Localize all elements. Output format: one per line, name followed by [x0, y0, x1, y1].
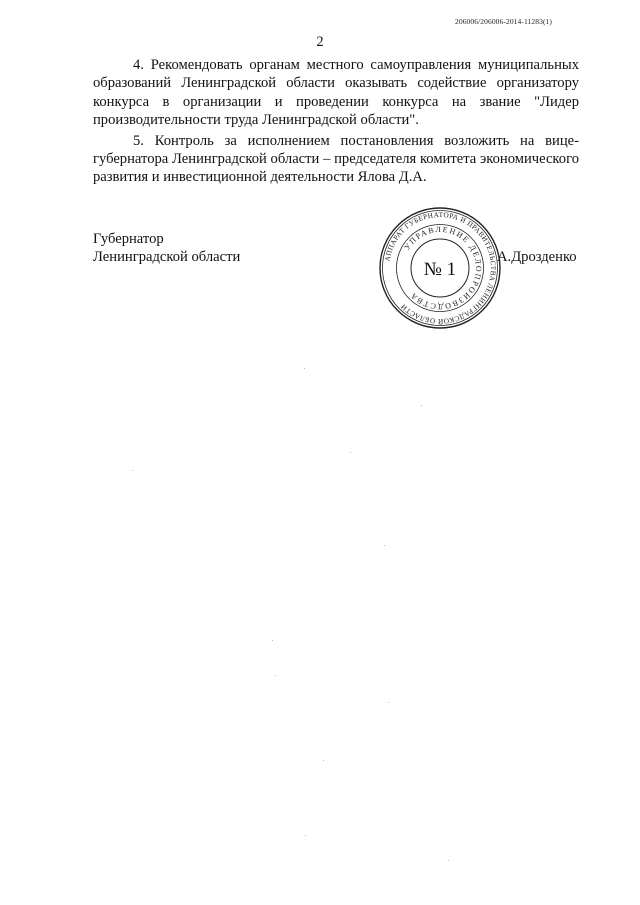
document-body [93, 56, 579, 189]
scan-speck [305, 835, 306, 836]
signatory-title-line1: Губернатор [93, 231, 164, 247]
signatory-name: А.Дрозденко [497, 249, 577, 265]
paragraph-4: 4. Рекомендовать органам местного самоуправления муниципальных образований Ленинградской области оказывать содействие организатору конкурса в организации и проведении конкурса на звание "Лидер производительности труда Ленинградской области". [93, 57, 579, 129]
signatory-title [93, 230, 240, 267]
scan-speck [350, 452, 351, 453]
paragraph-5: 5. Контроль за исполнением постановления возложить на вице-губернатора Ленинградской области – председателя комитета экономического развития и инвестиционной деятельности Ялова Д.А. [93, 132, 579, 186]
scan-speck [388, 702, 389, 703]
scan-speck [421, 405, 422, 406]
scan-speck [304, 368, 305, 369]
scan-speck [275, 675, 276, 676]
scan-speck [132, 470, 133, 471]
page-number: 2 [316, 34, 324, 50]
seal-inner-text: УПРАВЛЕНИЕ ДЕЛОПРОИЗВОДСТВА [402, 224, 484, 312]
seal-center-text: № 1 [423, 259, 457, 280]
scan-speck [323, 760, 324, 761]
scan-speck [272, 640, 273, 641]
document-reference-number: 206006/206006-2014-11283(1) [455, 17, 552, 26]
official-seal [378, 206, 502, 330]
scan-speck [384, 545, 385, 546]
signatory-title-line2: Ленинградской области [93, 249, 241, 266]
seal-outer-text: АППАРАТ ГУБЕРНАТОРА И ПРАВИТЕЛЬСТВА ЛЕНИНГРАДСКОЙ ОБЛАСТИ [383, 210, 498, 326]
scan-speck [448, 860, 449, 861]
